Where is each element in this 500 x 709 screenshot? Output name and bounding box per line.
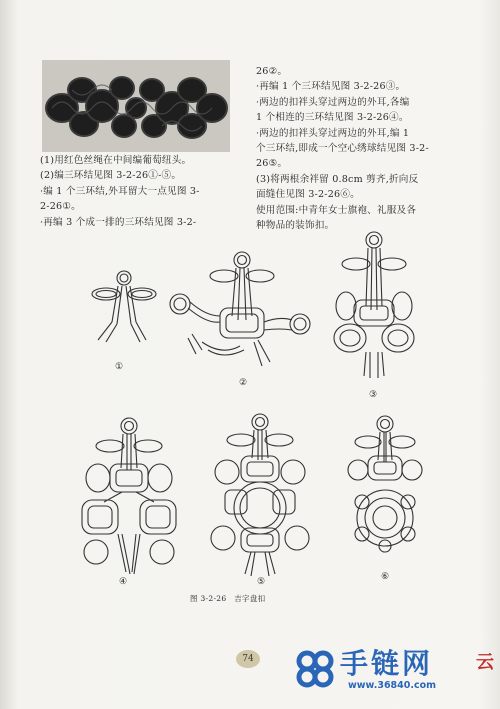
figure-caption: 图 3-2-26 吉字盘扣	[190, 594, 266, 603]
text-line: 26②。	[256, 66, 288, 77]
diagram-label: ②	[238, 378, 248, 388]
knot-diagram-2	[162, 246, 322, 376]
knot-diagram-5	[205, 408, 315, 580]
knot-photo	[42, 60, 230, 152]
text-line: ·编 1 个三环结,外耳留大一点见图 3-	[40, 185, 200, 197]
text-line: 种物品的装饰扣。	[256, 220, 335, 232]
text-line: ·两边的扣袢头穿过两边的外耳,各编	[256, 96, 410, 108]
watermark-tail: 云	[476, 652, 494, 670]
knot-photo-image	[42, 60, 230, 152]
text-line: 面缝住见图 3-2-26⑥。	[256, 189, 360, 201]
watermark-title: 手链网	[340, 647, 434, 680]
text-line: ·两边的扣袢头穿过两边的外耳,编 1	[256, 127, 410, 139]
text-line: 2-26①。	[40, 201, 81, 213]
diagram-label: ④	[118, 577, 128, 587]
watermark	[290, 644, 500, 704]
page-number: 74	[236, 650, 260, 668]
watermark-logo-icon	[292, 646, 338, 692]
text-line: 个三环结,即成一个空心绣球结见图 3-2-	[256, 143, 429, 155]
knot-diagram-6	[340, 410, 430, 570]
knot-diagram-1	[84, 262, 164, 352]
text-line: (2)编三环结见图 3-2-26①-⑤。	[40, 170, 182, 182]
watermark-url: www.36840.com	[348, 680, 437, 691]
text-line: 使用范围:中青年女士旗袍、礼服及各	[256, 204, 417, 216]
text-line: ·再编 3 个成一排的三环结见图 3-2-	[40, 216, 197, 228]
diagram-label: ⑥	[380, 572, 390, 582]
diagram-label: ⑤	[256, 577, 266, 587]
diagram-label: ③	[368, 390, 378, 400]
text-line: 26⑤。	[256, 158, 288, 170]
text-line: 1 个相连的三环结见图 3-2-26④。	[256, 112, 409, 124]
text-line: (1)用红色丝绳在中间编葡萄纽头。	[40, 155, 192, 166]
knot-diagram-3	[324, 226, 424, 386]
instructions-left	[40, 153, 240, 230]
text-line: (3)将两根余袢留 0.8cm 剪齐,折向反	[256, 173, 419, 185]
instructions-right	[256, 64, 466, 233]
knot-diagram-4	[74, 412, 184, 582]
diagram-label: ①	[114, 362, 124, 372]
text-line: ·再编 1 个三环结见图 3-2-26③。	[256, 81, 406, 93]
